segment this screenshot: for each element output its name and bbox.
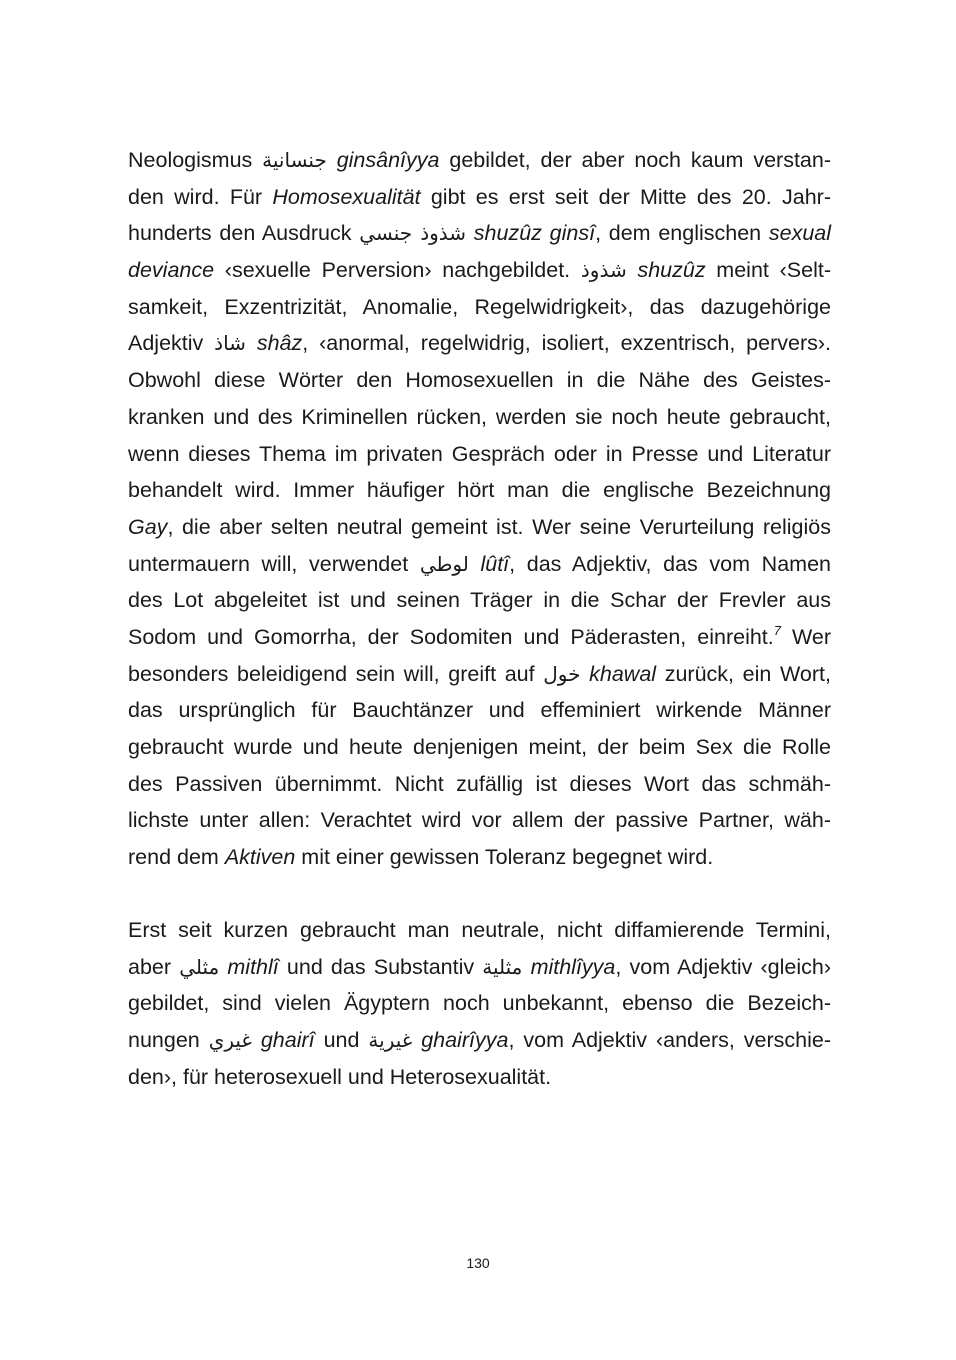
text-run: den›, für heterosexuell und Heterosexualität. — [128, 1064, 552, 1089]
italic-term: lûtî — [480, 551, 510, 576]
text-line — [128, 546, 831, 583]
italic-term: ghairî — [260, 1028, 315, 1053]
text-line — [128, 766, 831, 803]
text-line — [128, 509, 831, 546]
text-run: hunderts den Ausdruck — [128, 221, 360, 246]
text-line — [128, 949, 831, 986]
footnote-marker: 7 — [773, 622, 781, 638]
italic-term: mithlî — [227, 954, 279, 979]
text-run — [246, 331, 257, 355]
text-line — [128, 839, 831, 876]
text-run: gebildet, sind vielen Ägyptern noch unbekannt, ebenso die Bezeich- — [128, 991, 831, 1016]
italic-term: Aktiven — [224, 845, 296, 870]
text-run: wenn dieses Thema im privaten Gespräch oder in Presse und Literatur — [128, 441, 831, 466]
text-run: , vom Adjektiv ‹anders, verschie- — [508, 1028, 831, 1053]
text-run: , vom Adjektiv ‹gleich› — [615, 954, 831, 979]
text-line — [128, 252, 831, 289]
text-run: , die aber selten neutral gemeint ist. Wer seine Verurteilung religiös — [167, 514, 831, 539]
text-run: Neologismus — [128, 148, 263, 172]
text-run: Erst seit kurzen gebraucht man neutrale, nicht diffamierende Termini, — [128, 918, 831, 942]
text-run: und das Substantiv — [278, 954, 483, 979]
text-line — [128, 802, 831, 839]
text-run: , das Adjektiv, das vom Namen — [509, 551, 831, 576]
text-run — [466, 221, 474, 245]
text-run: , dem englischen — [595, 221, 769, 246]
arabic-term: غيري — [208, 1028, 252, 1053]
text-run — [522, 955, 530, 979]
text-line — [128, 729, 831, 766]
text-line — [128, 1059, 831, 1096]
text-line — [128, 472, 831, 509]
text-run: den wird. Für — [128, 184, 273, 209]
italic-term: ginsânîyya — [336, 148, 440, 172]
arabic-term: شاذ — [214, 331, 246, 356]
text-line — [128, 289, 831, 326]
text-line — [128, 692, 831, 729]
text-line — [128, 215, 831, 252]
italic-term: Homosexualität — [272, 184, 421, 209]
italic-term: shuzûz ginsî — [473, 221, 596, 246]
text-line — [128, 362, 831, 399]
text-run: Obwohl diese Wörter den Homosexuellen in die Nähe des Geistes- — [128, 368, 831, 393]
text-run: Adjektiv — [128, 331, 215, 356]
italic-term: deviance — [128, 258, 215, 283]
text-run: Wer — [781, 624, 831, 649]
italic-term: shuzûz — [637, 258, 706, 283]
text-run: mit einer gewissen Toleranz begegnet wird. — [295, 845, 714, 870]
arabic-term: شذوذ جنسي — [359, 221, 467, 246]
arabic-term: مثلي — [179, 954, 220, 979]
text-run — [580, 662, 589, 686]
arabic-term: خول — [543, 661, 581, 686]
text-line — [128, 619, 831, 656]
italic-term: mithlîyya — [530, 954, 616, 979]
text-run — [252, 1028, 261, 1052]
page-number: 130 — [466, 1255, 490, 1271]
text-line — [128, 436, 831, 473]
italic-term: Gay — [128, 514, 168, 539]
italic-term: ghairîyya — [421, 1028, 509, 1053]
text-line — [128, 142, 831, 179]
text-line — [128, 656, 831, 693]
text-line — [128, 985, 831, 1022]
arabic-term: غيرية — [368, 1028, 413, 1053]
text-run: gebildet, der aber noch kaum verstan- — [439, 148, 831, 172]
text-line — [128, 1022, 831, 1059]
text-run: , ‹anormal, regelwidrig, isoliert, exzentrisch, pervers›. — [302, 331, 831, 356]
text-line — [128, 912, 831, 949]
arabic-term: جنسانية — [262, 148, 327, 172]
text-run: ‹sexuelle Perversion› nachgebildet. — [214, 258, 581, 283]
text-run — [412, 1028, 421, 1052]
text-run: lichste unter allen: Verachtet wird vor allem der passive Partner, wäh- — [128, 808, 831, 833]
text-run: nungen — [128, 1028, 209, 1053]
paragraph-2 — [128, 912, 831, 1095]
text-line — [128, 582, 831, 619]
text-run: zurück, ein Wort, — [656, 661, 831, 686]
text-run: kranken und des Kriminellen rücken, werden sie noch heute gebraucht, — [128, 404, 831, 429]
text-run — [327, 148, 337, 172]
text-line — [128, 399, 831, 436]
text-run: rend dem — [128, 845, 225, 870]
italic-term: khawal — [589, 661, 657, 686]
arabic-term: لوطي — [419, 551, 469, 576]
text-run: behandelt wird. Immer häufiger hört man die englische Bezeichnung — [128, 478, 831, 503]
text-line — [128, 179, 831, 216]
text-run: des Lot abgeleitet ist und seinen Träger in die Schar der Frevler aus — [128, 588, 831, 613]
text-run: des Passiven übernimmt. Nicht zufällig ist dieses Wort das schmäh- — [128, 771, 831, 796]
text-run: gibt es erst seit der Mitte des 20. Jahr- — [420, 184, 831, 209]
text-run: das ursprünglich für Bauchtänzer und effeminiert wirkende Männer — [128, 698, 831, 723]
text-run: besonders beleidigend sein will, greift auf — [128, 661, 544, 686]
italic-term: sexual — [768, 221, 832, 246]
text-run: aber — [128, 954, 180, 979]
text-run: Sodom und Gomorrha, der Sodomiten und Päderasten, einreiht. — [128, 624, 774, 649]
text-run: untermauern will, verwendet — [128, 551, 420, 576]
italic-term: shâz — [256, 331, 303, 356]
text-line — [128, 325, 831, 362]
text-run — [627, 258, 638, 282]
text-run — [469, 552, 481, 576]
text-run: gebraucht wurde und heute denjenigen meint, der beim Sex die Rolle — [128, 735, 831, 759]
text-run: und — [314, 1028, 369, 1053]
arabic-term: مثلية — [482, 954, 523, 979]
text-run: samkeit, Exzentrizität, Anomalie, Regelwidrigkeit›, das dazugehörige — [128, 294, 831, 319]
text-run: meint ‹Selt- — [705, 258, 831, 283]
arabic-term: شذوذ — [580, 258, 627, 283]
paragraph-1 — [128, 142, 831, 876]
